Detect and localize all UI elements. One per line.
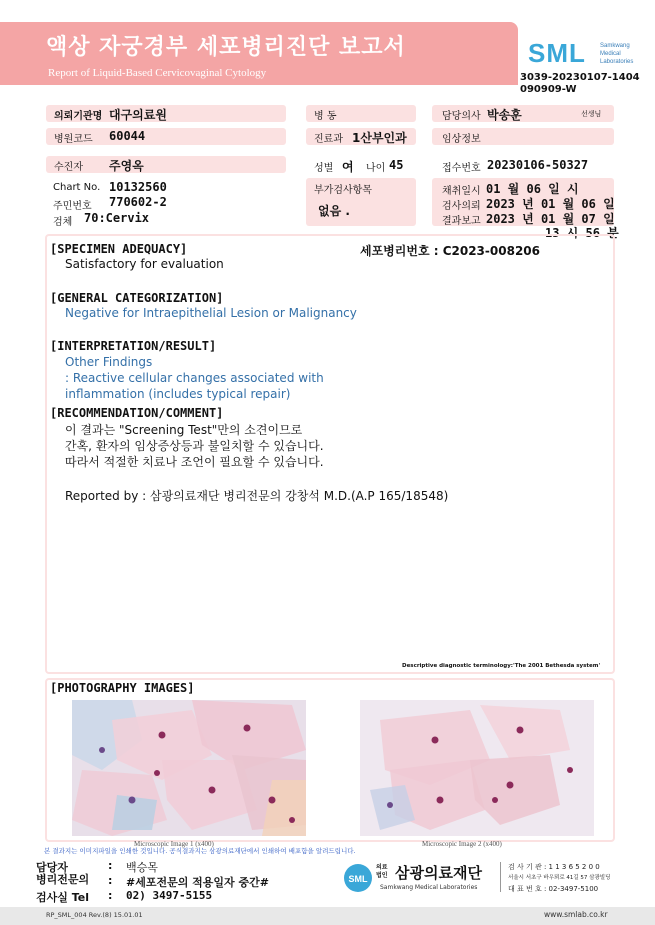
result-time: 13 시 56 분 [545, 226, 619, 240]
reported-by: Reported by : 삼광의료재단 병리전문의 강창석 M.D.(A.P 165/18548) [65, 489, 449, 503]
recommendation-title: [RECOMMENDATION/COMMENT] [50, 406, 224, 420]
patient-value: 주영옥 [109, 159, 144, 173]
ward-label: 병 동 [314, 111, 337, 122]
interpretation-line-2: : Reactive cellular changes associated with [65, 371, 324, 385]
report-subtitle: Report of Liquid-Based Cervicovaginal Cytology [48, 67, 267, 79]
svg-text:SML: SML [348, 874, 368, 884]
result-value: 2023 년 01 월 07 일 [486, 212, 615, 226]
pathologist-value: #세포전문의 적용일자 중간# [126, 876, 269, 889]
sex-label: 성별 [314, 163, 334, 174]
adequacy-text: Satisfactory for evaluation [65, 257, 224, 271]
website: www.smlab.co.kr [544, 910, 608, 919]
id-label: 주민번호 [53, 201, 92, 212]
document-number: 3039-20230107-1404 090909-W [520, 72, 640, 95]
pathologist-colon: : [108, 874, 113, 887]
receipt-label: 접수번호 [442, 163, 481, 174]
recommendation-line-2: 간혹, 환자의 임상증상등과 불일치할 수 있습니다. [65, 439, 324, 453]
chart-no-label: Chart No. [53, 182, 101, 193]
request-label: 검사의뢰 [442, 201, 481, 212]
org-info: 검 사 기 관 : 1 1 3 6 5 2 0 0 서울시 서초구 바우뫼로 41길 57 삼광빌딩 대 표 번 호 : 02-3497-5100 [508, 863, 611, 893]
age-value: 45 [389, 158, 404, 172]
lab-tel-label: 검사실 Tel [36, 891, 89, 904]
org-prefix: 의료 법인 [376, 864, 388, 879]
microscopic-image-2 [360, 700, 594, 836]
clinical-label: 임상정보 [442, 134, 481, 145]
sex-value: 여 [342, 160, 354, 174]
staff-colon: : [108, 859, 113, 872]
report-title: 액상 자궁경부 세포병리진단 보고서 [46, 35, 406, 60]
print-notice: 본 결과지는 이미지파일을 인쇄한 것입니다. 공식결과지는 삼광의료재단에서 인쇄하여 배포함을 알려드립니다. [44, 847, 356, 855]
image-2-caption: Microscopic Image 2 (x400) [422, 840, 502, 848]
requester-value: 대구의료원 [109, 108, 167, 122]
dept-label: 진료과 [314, 134, 343, 145]
sml-logo-subtext: Samkwang Medical Laboratories [600, 43, 634, 65]
result-label: 결과보고 [442, 216, 481, 227]
interpretation-line-1: Other Findings [65, 355, 153, 369]
extra-tests-label: 부가검사항목 [314, 185, 372, 196]
chart-no-value: 10132560 [109, 180, 167, 194]
id-value: 770602-2 [109, 195, 167, 209]
adequacy-title: [SPECIMEN ADEQUACY] [50, 242, 188, 256]
patient-label: 수진자 [54, 162, 83, 173]
org-name: 삼광의료재단 [395, 864, 482, 882]
age-label: 나이 [366, 163, 386, 174]
doctor-value: 박송훈 [487, 108, 522, 122]
photo-title: [PHOTOGRAPHY IMAGES] [50, 681, 195, 695]
receipt-value: 20230106-50327 [487, 158, 589, 172]
dept-value: 1산부인과 [352, 131, 407, 145]
hospital-code-label: 병원코드 [54, 134, 93, 145]
recommendation-line-3: 따라서 적절한 치료나 조언이 필요할 수 있습니다. [65, 455, 324, 469]
hospital-code-value: 60044 [109, 129, 146, 143]
doctor-label: 담당의사 [442, 111, 481, 122]
collect-label: 채취일시 [442, 186, 481, 197]
lab-tel-value: 02) 3497-5155 [126, 889, 213, 902]
interpretation-line-3: inflammation (includes typical repair) [65, 387, 291, 401]
image-1-caption: Microscopic Image 1 (x400) [134, 840, 214, 848]
doctor-suffix: 선생님 [581, 110, 602, 118]
category-title: [GENERAL CATEGORIZATION] [50, 291, 224, 305]
requester-label: 의뢰기관명 [54, 111, 103, 122]
specimen-value: 70:Cervix [84, 211, 150, 225]
samkwang-logo-icon [343, 863, 373, 897]
collect-value: 01 월 06 일 시 [486, 182, 579, 196]
bethesda-note: Descriptive diagnostic terminology:'The 2001 Bethesda system' [402, 663, 601, 669]
lab-tel-colon: : [108, 889, 113, 902]
recommendation-line-1: 이 결과는 "Screening Test"만의 소견이므로 [65, 423, 303, 437]
cytology-number: 세포병리번호 : C2023-008206 [360, 244, 540, 258]
org-name-en: Samkwang Medical Laboratories [380, 884, 478, 891]
sml-logo: SML [528, 38, 586, 68]
revision-code: RP_SML_004 Rev.(8) 15.01.01 [46, 911, 143, 919]
staff-value: 백승목 [126, 861, 158, 874]
staff-label: 담당자 [36, 861, 68, 874]
interpretation-title: [INTERPRETATION/RESULT] [50, 339, 217, 353]
specimen-label: 검체 [53, 217, 73, 228]
category-text: Negative for Intraepithelial Lesion or Malignancy [65, 306, 357, 320]
extra-tests-value: 없음 . [318, 204, 350, 218]
footer-divider [500, 862, 501, 892]
request-value: 2023 년 01 월 06 일 [486, 197, 615, 211]
microscopic-image-1 [72, 700, 306, 836]
pathologist-label: 병리전문의 [36, 873, 90, 886]
